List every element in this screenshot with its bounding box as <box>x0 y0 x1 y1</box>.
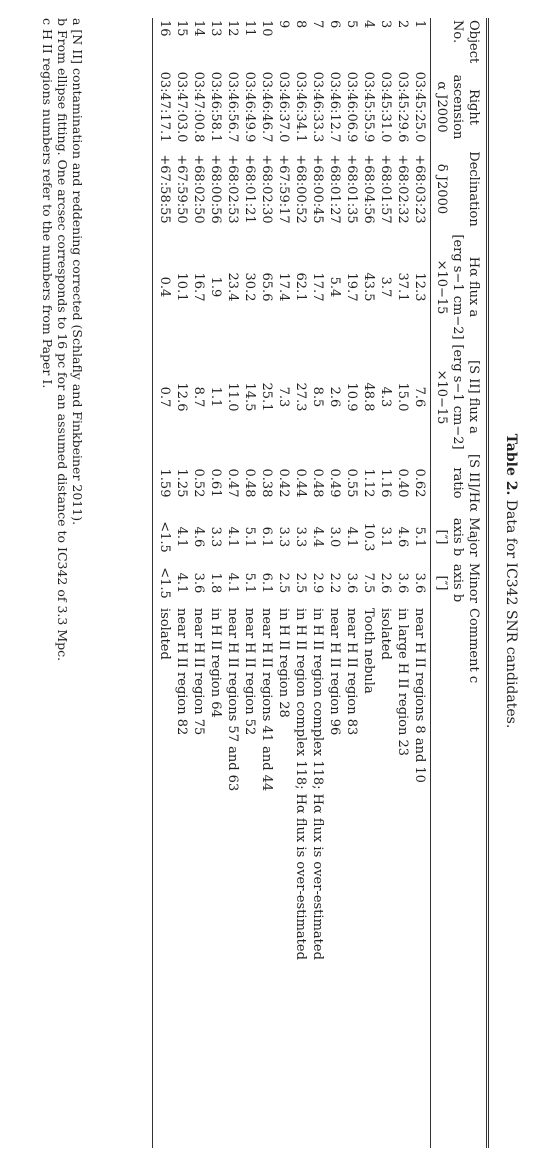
rotated-table-container <box>5 6 525 1156</box>
cell-sii-flux: 25.1 <box>258 382 274 412</box>
cell-ratio: 0.38 <box>258 468 274 498</box>
cell-sii-flux: 0.7 <box>152 342 172 452</box>
cell-dec: +68:00:56 <box>207 154 223 224</box>
cell-ha-flux: 43.5 <box>360 272 376 302</box>
cell-dec: +68:02:50 <box>190 154 206 224</box>
cell-ratio: 0.49 <box>326 468 342 498</box>
cell-sii-flux: 8.5 <box>309 386 325 408</box>
col-header-ra-2: ascension <box>450 74 466 140</box>
cell-minor-axis: <1.5 <box>152 560 172 606</box>
cell-object-no: 15 <box>173 20 189 37</box>
col-header-minor-2: axis b <box>450 563 466 603</box>
header-row-3 <box>430 18 449 1148</box>
cell-object-no: 14 <box>190 20 206 37</box>
cell-dec: +68:02:53 <box>224 154 240 224</box>
cell-ha-flux: 5.4 <box>326 276 342 298</box>
table-row <box>189 18 206 1148</box>
col-header-ratio-3 <box>430 452 449 514</box>
header-row-1 <box>465 18 485 1148</box>
cell-sii-flux: 10.9 <box>343 382 359 412</box>
table-row <box>240 18 257 1148</box>
cell-object-no: 13 <box>207 20 223 37</box>
header-row-2 <box>449 18 465 1148</box>
cell-comment: in H II region 64 <box>207 608 223 718</box>
cell-sii-flux: 4.3 <box>377 386 393 408</box>
cell-ra: 03:45:25.0 <box>411 71 427 143</box>
cell-sii-flux: 11.0 <box>224 382 240 412</box>
col-header-dec: Declination <box>466 151 481 227</box>
cell-minor-axis: 3.6 <box>411 572 427 594</box>
cell-object-no: 11 <box>241 20 257 37</box>
cell-object-no: 10 <box>258 20 274 37</box>
cell-ratio: 0.62 <box>411 468 427 498</box>
cell-major-axis: 3.3 <box>292 526 308 548</box>
cell-dec: +67:59:17 <box>275 154 291 224</box>
cell-ratio: 0.44 <box>292 468 308 498</box>
cell-ha-flux: 17.7 <box>309 272 325 302</box>
cell-dec: +68:02:30 <box>258 154 274 224</box>
cell-ha-flux: 3.7 <box>377 276 393 298</box>
col-header-sii-flux-2: [erg s−1 cm−2] <box>450 344 466 450</box>
cell-ra: 03:46:58.1 <box>207 71 223 143</box>
table-row <box>274 18 291 1148</box>
snr-table <box>152 18 485 1148</box>
cell-ha-flux: 10.1 <box>173 272 189 302</box>
cell-comment: in H II region 28 <box>275 608 291 718</box>
cell-sii-flux: 48.8 <box>360 382 376 412</box>
cell-comment: near H II regions 8 and 10 <box>411 608 427 783</box>
cell-major-axis: 4.6 <box>394 526 410 548</box>
col-header-ra: Right <box>466 89 481 125</box>
cell-ha-flux: 12.3 <box>411 272 427 302</box>
cell-object-no: 9 <box>275 20 291 29</box>
table-row <box>291 18 308 1148</box>
cell-ha-flux: 1.9 <box>207 276 223 298</box>
cell-comment: near H II region 96 <box>326 608 342 736</box>
cell-minor-axis: 2.9 <box>309 572 325 594</box>
cell-major-axis: 5.1 <box>411 526 427 548</box>
cell-minor-axis: 7.5 <box>360 572 376 594</box>
cell-sii-flux: 1.1 <box>207 386 223 408</box>
cell-ratio: 0.40 <box>394 468 410 498</box>
table-caption <box>503 6 519 1156</box>
caption-label: Table 2. <box>503 433 519 496</box>
col-header-major: Major <box>466 517 481 557</box>
cell-ratio: 1.12 <box>360 468 376 498</box>
col-header-major-3: [″] <box>430 514 449 560</box>
cell-dec: +68:04:56 <box>360 154 376 224</box>
cell-comment: near H II region 83 <box>343 608 359 736</box>
cell-ra: 03:47:03.0 <box>173 71 189 143</box>
col-header-major-2: axis b <box>450 517 466 557</box>
cell-ha-flux: 19.7 <box>343 272 359 302</box>
cell-sii-flux: 27.3 <box>292 382 308 412</box>
cell-dec: +68:01:21 <box>241 154 257 224</box>
cell-object-no: 7 <box>309 20 325 29</box>
table-row <box>393 18 410 1148</box>
cell-sii-flux: 7.6 <box>411 386 427 408</box>
cell-sii-flux: 14.5 <box>241 382 257 412</box>
cell-comment: in H II region complex 118; Hα flux is over-estimated <box>292 608 308 960</box>
top-rule-second <box>486 18 487 1148</box>
table-row <box>308 18 325 1148</box>
table-row <box>206 18 223 1148</box>
cell-ratio: 1.25 <box>173 468 189 498</box>
cell-ha-flux: 62.1 <box>292 272 308 302</box>
col-header-ratio: [S II]/Hα <box>466 454 481 512</box>
cell-ra: 03:45:55.9 <box>360 71 376 143</box>
cell-comment: in H II region complex 118; Hα flux is over-estimated <box>309 608 325 960</box>
cell-major-axis: 6.1 <box>258 526 274 548</box>
table-row <box>376 18 393 1148</box>
table-body <box>152 18 430 1148</box>
cell-ha-flux: 16.7 <box>190 272 206 302</box>
cell-object-no: 3 <box>377 20 393 29</box>
cell-major-axis: 4.1 <box>343 526 359 548</box>
cell-ra: 03:46:06.9 <box>343 71 359 143</box>
col-header-minor-3: [″] <box>430 560 449 606</box>
cell-ratio: 0.42 <box>275 468 291 498</box>
cell-minor-axis: 5.1 <box>241 572 257 594</box>
col-header-ha-flux: Hα flux a <box>466 256 481 318</box>
cell-ha-flux: 37.1 <box>394 272 410 302</box>
table-row <box>257 18 274 1148</box>
table-row <box>359 18 376 1148</box>
cell-minor-axis: 2.2 <box>326 572 342 594</box>
col-header-ratio-2: ratio <box>450 467 466 499</box>
cell-ratio: 0.52 <box>190 468 206 498</box>
cell-dec: +68:01:35 <box>343 154 359 224</box>
table-row <box>325 18 342 1148</box>
col-header-sii-flux-3: ×10−15 <box>430 342 449 452</box>
cell-object-no: 5 <box>343 20 359 29</box>
col-header-object: Object <box>466 20 481 64</box>
cell-ra: 03:46:37.0 <box>275 71 291 143</box>
cell-dec: +68:02:32 <box>394 154 410 224</box>
cell-sii-flux: 8.7 <box>190 386 206 408</box>
cell-major-axis: 4.6 <box>190 526 206 548</box>
cell-minor-axis: 1.8 <box>207 572 223 594</box>
cell-ratio: 1.59 <box>152 452 172 514</box>
cell-ha-flux: 17.4 <box>275 272 291 302</box>
col-header-ha-flux-3: ×10−15 <box>430 232 449 342</box>
col-header-comment-2 <box>449 606 465 1148</box>
cell-major-axis: 4.1 <box>224 526 240 548</box>
col-header-minor: Minor <box>466 563 481 603</box>
table-row <box>152 18 172 1148</box>
cell-major-axis: 3.3 <box>207 526 223 548</box>
cell-comment: near H II regions 41 and 44 <box>258 608 274 792</box>
col-header-object-3 <box>430 18 449 68</box>
table-row <box>223 18 240 1148</box>
cell-comment: near H II region 52 <box>241 608 257 736</box>
cell-minor-axis: 6.1 <box>258 572 274 594</box>
cell-dec: +68:00:45 <box>309 154 325 224</box>
cell-object-no: 4 <box>360 20 376 29</box>
table-row <box>410 18 431 1148</box>
cell-dec: +67:59:50 <box>173 154 189 224</box>
cell-object-no: 16 <box>152 18 172 68</box>
cell-minor-axis: 3.6 <box>394 572 410 594</box>
cell-minor-axis: 2.5 <box>275 572 291 594</box>
cell-object-no: 2 <box>394 20 410 29</box>
col-header-comment-3 <box>430 606 449 1148</box>
cell-ha-flux: 65.6 <box>258 272 274 302</box>
col-header-object-2: No. <box>450 20 466 44</box>
cell-ratio: 0.55 <box>343 468 359 498</box>
cell-ratio: 0.61 <box>207 468 223 498</box>
table-notes <box>40 18 85 1148</box>
cell-sii-flux: 15.0 <box>394 382 410 412</box>
table-row <box>342 18 359 1148</box>
cell-major-axis: <1.5 <box>152 514 172 560</box>
cell-minor-axis: 3.6 <box>343 572 359 594</box>
cell-ratio: 0.47 <box>224 468 240 498</box>
cell-comment: isolated <box>152 606 172 1148</box>
cell-minor-axis: 4.1 <box>173 572 189 594</box>
note-c: c H II regions numbers refer to the numbers from Paper I. <box>40 18 55 389</box>
top-rule <box>488 18 489 1148</box>
cell-dec: +68:01:27 <box>326 154 342 224</box>
cell-minor-axis: 3.6 <box>190 572 206 594</box>
cell-comment: near H II region 75 <box>190 608 206 736</box>
cell-sii-flux: 7.3 <box>275 386 291 408</box>
cell-comment: isolated <box>377 608 393 660</box>
cell-sii-flux: 2.6 <box>326 386 342 408</box>
caption-text: Data for IC342 SNR candidates. <box>503 499 519 729</box>
cell-ratio: 1.16 <box>377 468 393 498</box>
cell-ra: 03:45:29.6 <box>394 71 410 143</box>
col-header-comment: Comment c <box>466 608 481 684</box>
col-header-dec-2 <box>449 146 465 232</box>
cell-major-axis: 3.3 <box>275 526 291 548</box>
cell-ra: 03:46:12.7 <box>326 71 342 143</box>
cell-ra: 03:46:49.9 <box>241 71 257 143</box>
cell-object-no: 6 <box>326 20 342 29</box>
cell-ra: 03:45:31.0 <box>377 71 393 143</box>
note-b: b From ellipse fitting. One arcsec corresponds to 16 pc for an assumed distance to IC342 of 3.3 Mpc. <box>55 18 70 662</box>
cell-ha-flux: 23.4 <box>224 272 240 302</box>
cell-ra: 03:47:17.1 <box>152 68 172 146</box>
cell-ratio: 0.48 <box>309 468 325 498</box>
cell-comment: Tooth nebula <box>360 608 376 694</box>
cell-major-axis: 3.1 <box>377 526 393 548</box>
cell-major-axis: 4.1 <box>173 526 189 548</box>
cell-sii-flux: 12.6 <box>173 382 189 412</box>
cell-minor-axis: 4.1 <box>224 572 240 594</box>
cell-ratio: 0.48 <box>241 468 257 498</box>
cell-comment: near H II region 82 <box>173 608 189 736</box>
cell-major-axis: 10.3 <box>360 522 376 552</box>
cell-ra: 03:46:56.7 <box>224 71 240 143</box>
cell-ra: 03:46:46.7 <box>258 71 274 143</box>
cell-major-axis: 3.0 <box>326 526 342 548</box>
cell-comment: in large H II region 23 <box>394 608 410 757</box>
cell-minor-axis: 2.5 <box>292 572 308 594</box>
cell-ra: 03:47:00.8 <box>190 71 206 143</box>
col-header-ha-flux-2: [erg s−1 cm−2] <box>450 234 466 340</box>
table-row <box>172 18 189 1148</box>
cell-object-no: 8 <box>292 20 308 29</box>
cell-dec: +68:03:23 <box>411 154 427 224</box>
cell-ha-flux: 0.4 <box>152 232 172 342</box>
col-header-dec-3: δ J2000 <box>430 146 449 232</box>
cell-dec: +67:58:55 <box>152 146 172 232</box>
cell-minor-axis: 2.6 <box>377 572 393 594</box>
cell-ra: 03:46:34.1 <box>292 71 308 143</box>
cell-ra: 03:46:33.3 <box>309 71 325 143</box>
cell-object-no: 1 <box>411 20 427 29</box>
col-header-ra-3: α J2000 <box>430 68 449 146</box>
cell-comment: near H II regions 57 and 63 <box>224 608 240 792</box>
cell-major-axis: 4.4 <box>309 526 325 548</box>
cell-ha-flux: 30.2 <box>241 272 257 302</box>
cell-dec: +68:00:52 <box>292 154 308 224</box>
note-a: a [N II] contamination and reddening corrected (Schlafly and Finkbeiner 2011). <box>70 18 85 526</box>
cell-object-no: 12 <box>224 20 240 37</box>
cell-dec: +68:01:57 <box>377 154 393 224</box>
col-header-sii-flux: [S II] flux a <box>466 360 481 434</box>
cell-major-axis: 5.1 <box>241 526 257 548</box>
